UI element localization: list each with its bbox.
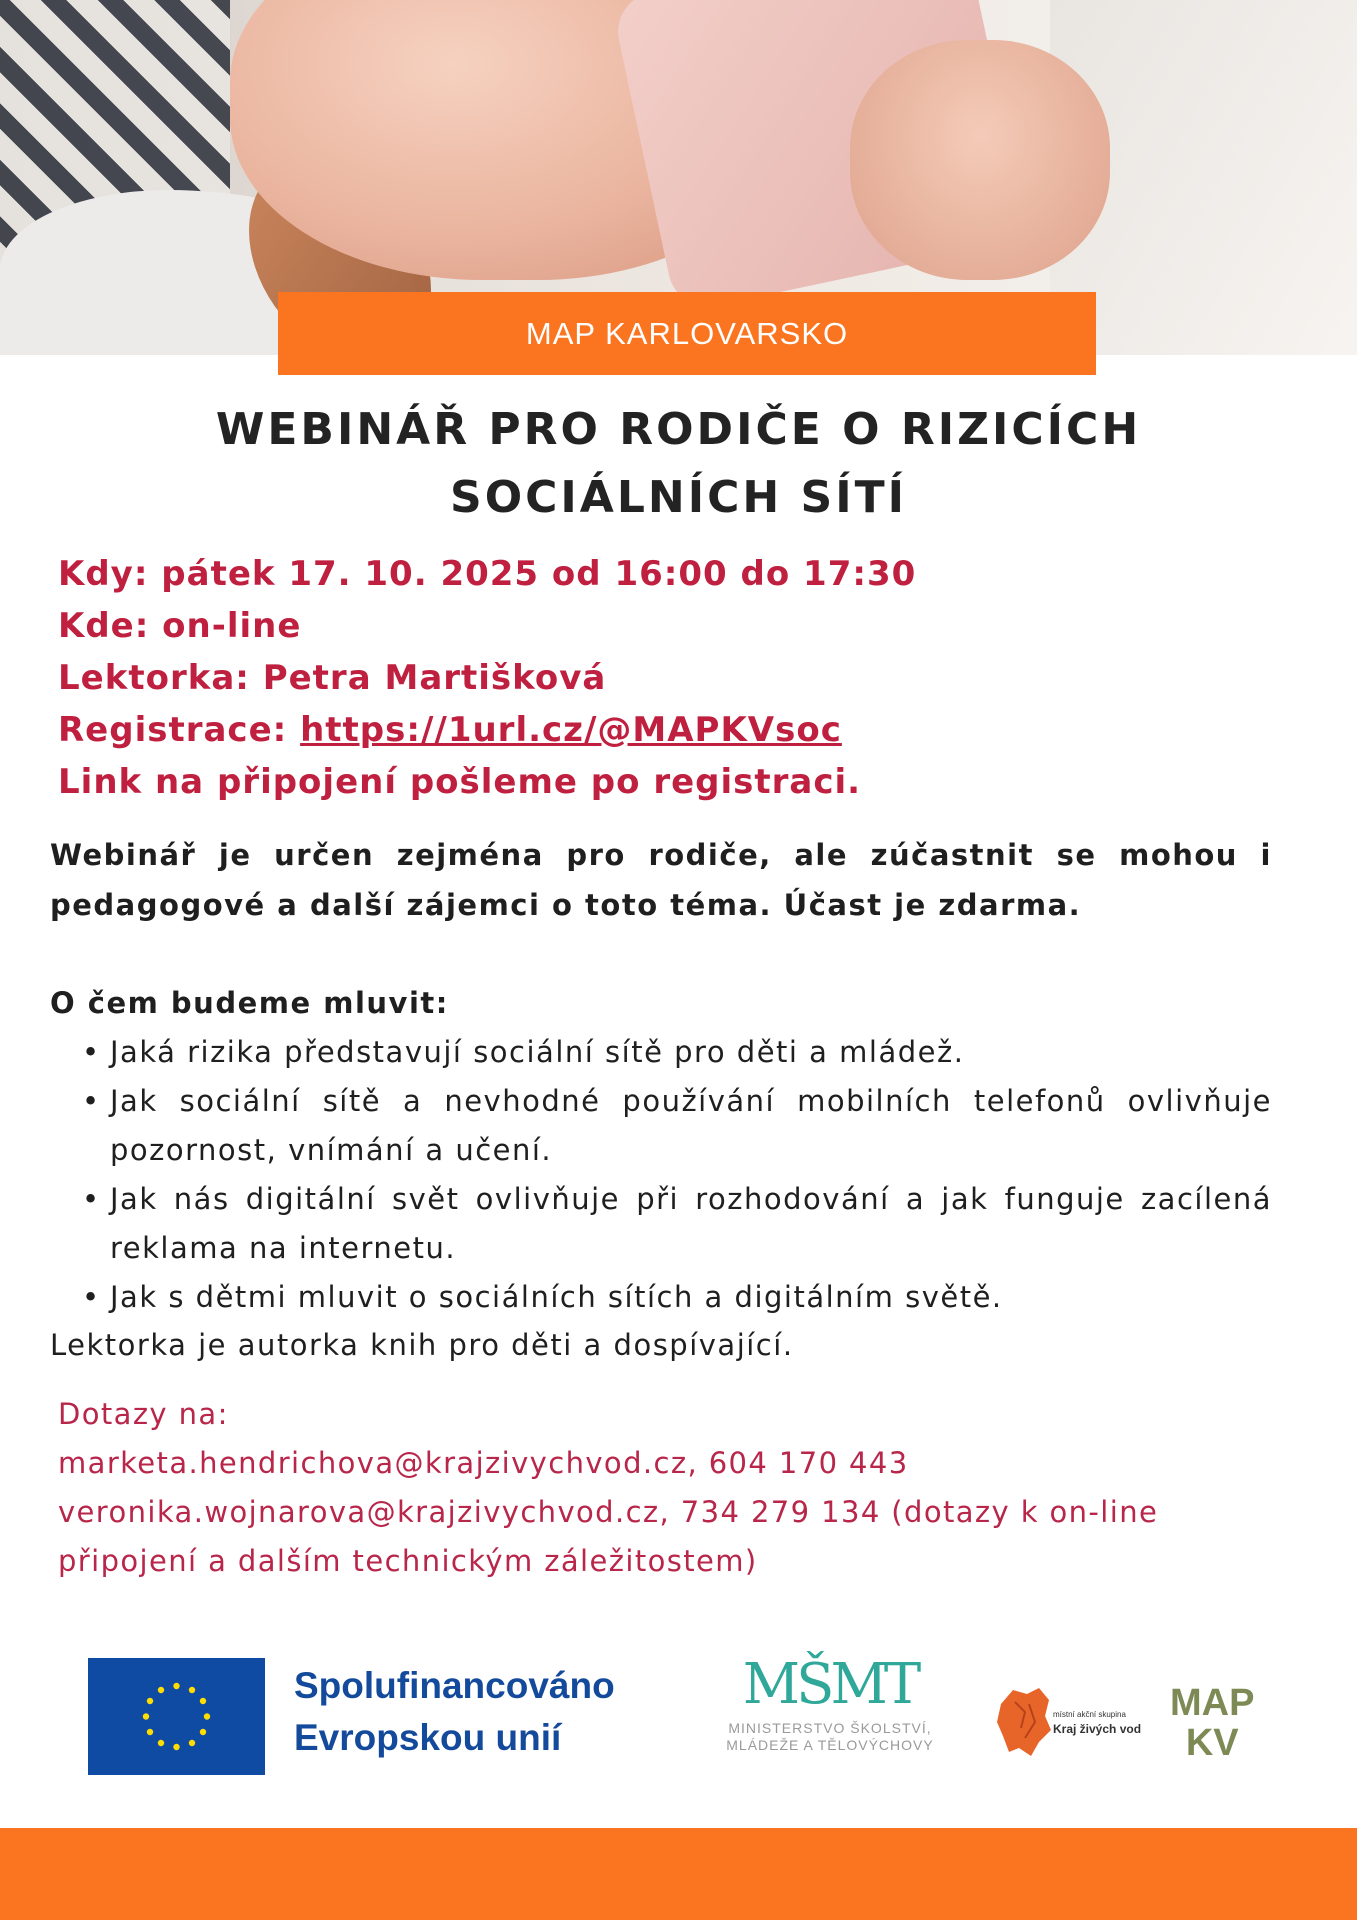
registration-link[interactable]: https://1url.cz/@MAPKVsoc — [300, 710, 842, 750]
topics-heading: O čem budeme mluvit: — [50, 986, 449, 1020]
event-lecturer: Lektorka: Petra Martišková — [58, 658, 607, 698]
contact-heading: Dotazy na: — [58, 1397, 229, 1431]
event-info — [58, 548, 916, 808]
title-line-1: WEBINÁŘ PRO RODIČE O RIZICÍCH — [215, 404, 1142, 455]
organizer-banner — [278, 292, 1096, 375]
contact-line-1: marketa.hendrichova@krajzivychvod.cz, 604 170 443 — [58, 1446, 909, 1480]
link-note: Link na připojení pošleme po registraci. — [58, 762, 862, 802]
topics-list — [50, 1028, 1272, 1322]
region-map-icon — [995, 1682, 1055, 1762]
list-item: • Jak s dětmi mluvit o sociálních sítích a digitálním světě. — [50, 1273, 1272, 1322]
eu-text-line-1: Spolufinancováno — [294, 1665, 615, 1706]
map-kv-logo — [1170, 1683, 1254, 1763]
list-item: • Jaká rizika představují sociální sítě pro děti a mládež. — [50, 1028, 1272, 1077]
lecturer-note: Lektorka je autorka knih pro děti a dospívající. — [50, 1328, 794, 1362]
contact-line-2: veronika.wojnarova@krajzivychvod.cz, 734 279 134 (dotazy k on-line připojení a dalším technickým záležitostem) — [58, 1495, 1159, 1578]
banner-text: MAP KARLOVARSKO — [525, 315, 849, 351]
event-where: Kde: on-line — [58, 606, 302, 646]
registration-label: Registrace: — [58, 710, 301, 750]
hand — [850, 40, 1110, 280]
list-item: • Jak nás digitální svět ovlivňuje při rozhodování a jak funguje zacílená reklama na internetu. — [50, 1175, 1272, 1273]
page-title — [150, 396, 1207, 532]
msmt-caption-2: MLÁDEŽE A TĚLOVÝCHOVY — [726, 1737, 934, 1753]
eu-stars-icon — [88, 1658, 265, 1775]
event-registration — [58, 704, 916, 756]
contact-block — [58, 1390, 1278, 1586]
eu-cofinanced-text — [294, 1660, 615, 1764]
kraj-small: místní akční skupina — [1053, 1710, 1126, 1719]
kraj-name: Kraj živých vod — [1053, 1722, 1142, 1736]
mapkv-line-2: KV — [1185, 1722, 1239, 1764]
list-item: • Jak sociální sítě a nevhodné používání mobilních telefonů ovlivňuje pozornost, vnímání a učení. — [50, 1077, 1272, 1175]
kraj-text — [1053, 1708, 1141, 1736]
eu-flag-logo — [88, 1658, 265, 1775]
footer-bar — [0, 1828, 1357, 1920]
mapkv-line-1: MAP — [1170, 1682, 1255, 1724]
msmt-mark: MŠMT — [742, 1652, 918, 1717]
eu-text-line-2: Evropskou unií — [294, 1717, 562, 1758]
msmt-logo — [695, 1650, 965, 1780]
event-when: Kdy: pátek 17. 10. 2025 od 16:00 do 17:30 — [58, 554, 917, 594]
title-line-2: SOCIÁLNÍCH SÍTÍ — [450, 472, 907, 523]
kraj-zivych-vod-logo — [995, 1682, 1150, 1762]
msmt-caption-1: MINISTERSTVO ŠKOLSTVÍ, — [728, 1720, 932, 1736]
intro-paragraph: Webinář je určen zejména pro rodiče, ale zúčastnit se mohou i pedagogové a další zájemci o toto téma. Účast je zdarma. — [50, 838, 1272, 922]
